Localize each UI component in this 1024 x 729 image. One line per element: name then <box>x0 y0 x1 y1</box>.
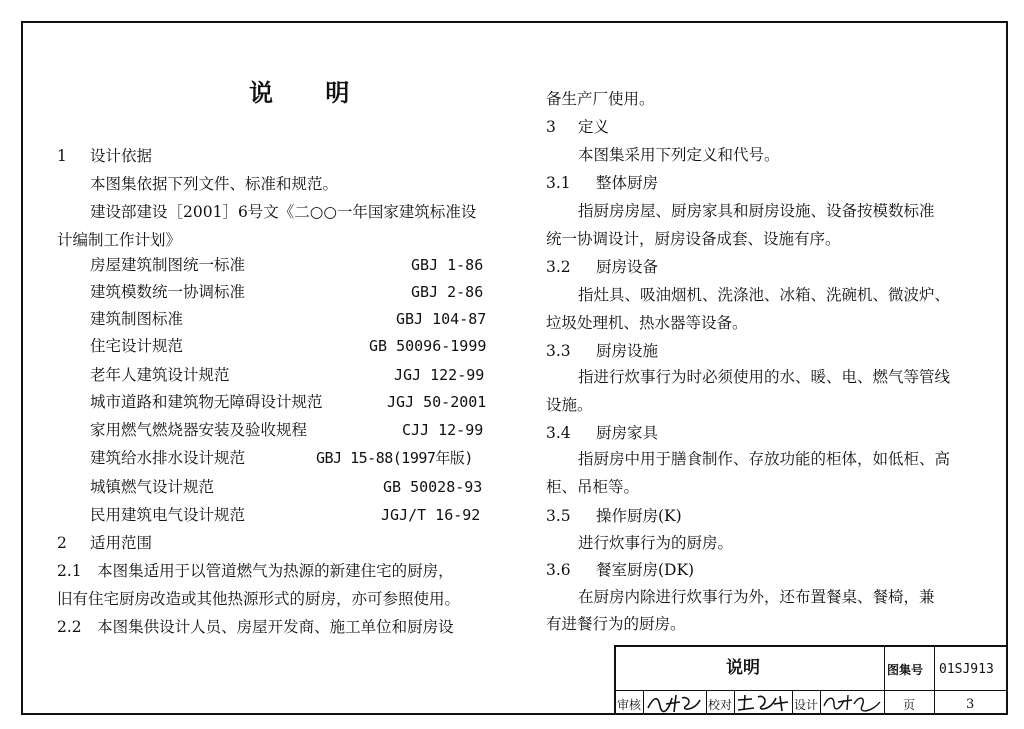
standard-name: 建筑模数统一协调标准 <box>90 283 246 301</box>
section-3-2-heading: 厨房设备 <box>596 258 659 276</box>
section-3-intro: 本图集采用下列定义和代号。 <box>578 146 780 164</box>
checker-signature <box>736 692 790 714</box>
section-3-3-line-1: 指进行炊事行为时必须使用的水、暖、电、燃气等管线 <box>578 368 951 386</box>
standard-code: JGJ 122-99 <box>394 366 485 384</box>
section-1-document-line-2: 计编制工作计划》 <box>57 231 182 249</box>
page-number: 3 <box>966 697 975 712</box>
section-3-3-number: 3.3 <box>546 342 571 360</box>
standard-code: JGJ/T 16-92 <box>381 506 481 524</box>
standard-name: 城市道路和建筑物无障碍设计规范 <box>90 393 323 411</box>
section-2-number: 2 <box>57 534 67 552</box>
standard-name: 民用建筑电气设计规范 <box>90 506 246 524</box>
page-title: 说 明 <box>249 78 372 107</box>
section-3-4-line-2: 柜、吊柜等。 <box>546 478 640 496</box>
designer-signature <box>822 692 882 714</box>
section-3-3-line-2: 设施。 <box>546 396 593 414</box>
section-3-5-heading: 操作厨房(K) <box>596 507 682 525</box>
title-block-name: 说明 <box>726 658 760 678</box>
standard-code: CJJ 12-99 <box>402 421 484 439</box>
section-3-2-line-2: 垃圾处理机、热水器等设备。 <box>546 314 748 332</box>
section-2-2-line-1: 2.2 本图集供设计人员、房屋开发商、施工单位和厨房设 <box>57 618 454 636</box>
section-3-4-line-1: 指厨房中用于膳食制作、存放功能的柜体，如低柜、高 <box>578 450 951 468</box>
title-block-divider <box>734 690 735 715</box>
section-3-1-line-1: 指厨房房屋、厨房家具和厨房设施、设备按模数标准 <box>578 202 935 220</box>
section-3-6-line-1: 在厨房内除进行炊事行为外，还布置餐桌、餐椅，兼 <box>578 588 935 606</box>
section-1-heading: 设计依据 <box>90 147 153 165</box>
design-label: 设计 <box>794 698 819 712</box>
title-block-divider <box>934 647 935 715</box>
section-3-3-heading: 厨房设施 <box>596 342 659 360</box>
section-3-1-number: 3.1 <box>546 174 571 192</box>
section-3-6-heading: 餐室厨房(DK) <box>596 561 695 579</box>
standard-code: GB 50028-93 <box>383 478 483 496</box>
title-block-divider <box>884 647 885 715</box>
section-1-intro: 本图集依据下列文件、标准和规范。 <box>90 175 339 193</box>
section-3-2-line-1: 指灶具、吸油烟机、洗涤池、冰箱、洗碗机、微波炉、 <box>578 286 951 304</box>
standard-name: 老年人建筑设计规范 <box>90 366 230 384</box>
standard-name: 建筑制图标准 <box>90 310 184 328</box>
section-3-1-line-2: 统一协调设计，厨房设备成套、设施有序。 <box>546 230 841 248</box>
standard-name: 住宅设计规范 <box>90 337 184 355</box>
title-block-divider <box>792 690 793 715</box>
standard-code: GB 50096-1999 <box>369 337 487 355</box>
section-3-2-number: 3.2 <box>546 258 571 276</box>
section-2-1-line-2: 旧有住宅厨房改造或其他热源形式的厨房，亦可参照使用。 <box>57 590 461 608</box>
section-1-document-line-1: 建设部建设［2001］6号文《二○○一年国家建筑标准设 <box>90 203 477 221</box>
section-3-4-heading: 厨房家具 <box>596 424 659 442</box>
standard-code: GBJ 15-88(1997年版) <box>316 449 473 467</box>
standard-code: JGJ 50-2001 <box>387 393 487 411</box>
section-2-1-line-1: 2.1 本图集适用于以管道燃气为热源的新建住宅的厨房， <box>57 562 454 580</box>
title-block-divider <box>820 690 821 715</box>
title-block-divider <box>706 690 707 715</box>
section-1-number: 1 <box>57 147 67 165</box>
section-3-4-number: 3.4 <box>546 424 571 442</box>
title-block <box>614 645 1008 715</box>
standard-name: 城镇燃气设计规范 <box>90 478 215 496</box>
standard-name: 房屋建筑制图统一标准 <box>90 256 246 274</box>
section-3-6-number: 3.6 <box>546 561 571 579</box>
section-3-1-heading: 整体厨房 <box>596 174 659 192</box>
title-block-divider <box>616 690 1008 691</box>
standard-code: GBJ 104-87 <box>396 310 487 328</box>
review-label: 审核 <box>617 698 642 712</box>
atlas-number-label: 图集号 <box>887 663 924 677</box>
standard-name: 家用燃气燃烧器安装及验收规程 <box>90 421 308 439</box>
section-3-5-number: 3.5 <box>546 507 571 525</box>
standard-code: GBJ 2-86 <box>411 283 484 301</box>
section-2-2-continuation: 备生产厂使用。 <box>546 90 655 108</box>
check-label: 校对 <box>708 698 733 712</box>
section-3-5-line-1: 进行炊事行为的厨房。 <box>578 534 734 552</box>
section-3-number: 3 <box>546 118 556 136</box>
atlas-number: 01SJ913 <box>939 662 994 677</box>
section-3-6-line-2: 有进餐行为的厨房。 <box>546 615 686 633</box>
reviewer-signature <box>646 692 704 714</box>
section-3-heading: 定义 <box>578 118 610 136</box>
title-block-divider <box>643 690 644 715</box>
page-label: 页 <box>903 698 916 712</box>
standard-code: GBJ 1-86 <box>411 256 484 274</box>
standard-name: 建筑给水排水设计规范 <box>90 449 246 467</box>
section-2-heading: 适用范围 <box>90 534 153 552</box>
